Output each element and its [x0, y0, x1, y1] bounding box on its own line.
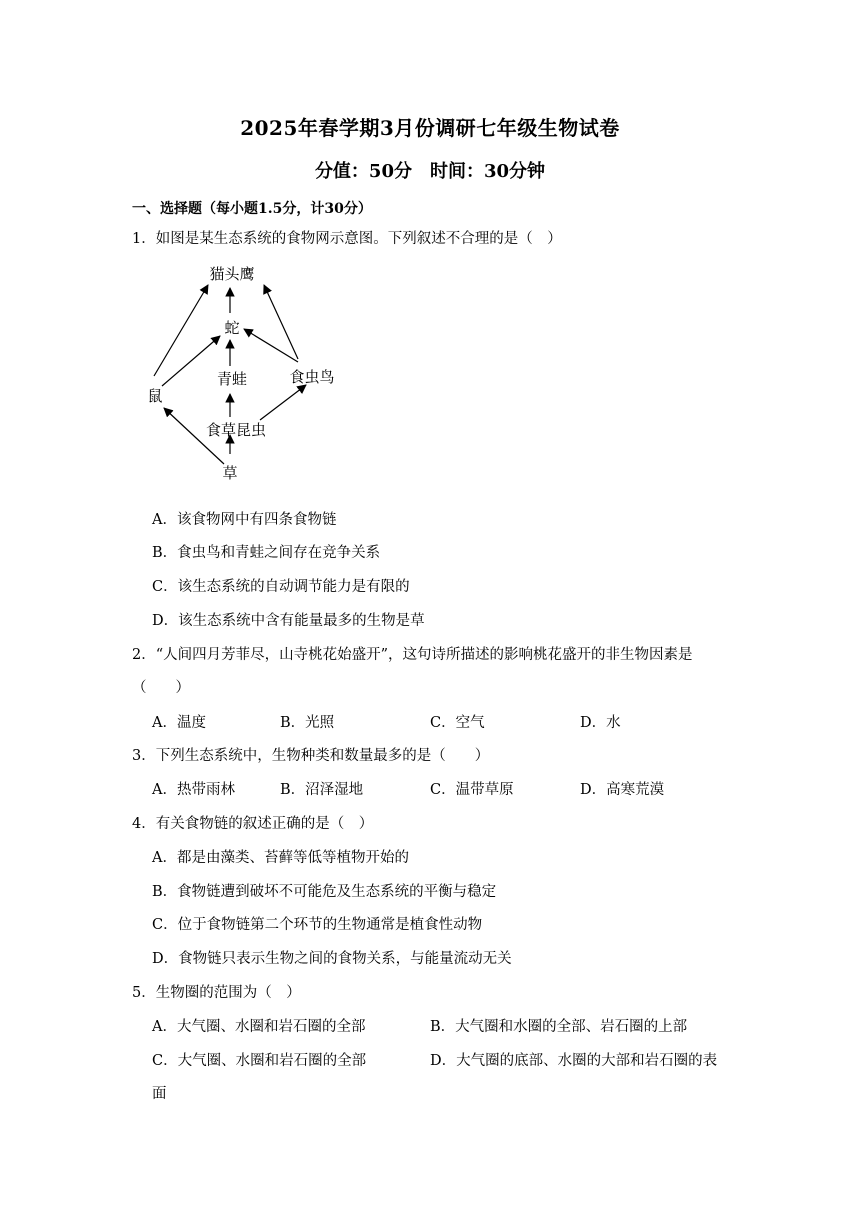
question-2-option-c: C．空气 [430, 715, 485, 731]
question-3-option-b: B．沼泽湿地 [280, 782, 364, 798]
question-5-option-c: C．大气圈、水圈和岩石圈的全部 [152, 1053, 367, 1069]
node-owl: 猫头鹰 [209, 265, 255, 283]
arrow-bird-snake [244, 329, 298, 362]
question-3-option-a: A．热带雨林 [152, 782, 235, 798]
question-1-option-c: C．该生态系统的自动调节能力是有限的 [152, 579, 410, 595]
node-grass: 草 [222, 464, 238, 482]
question-4-option-c: C．位于食物链第二个环节的生物通常是植食性动物 [152, 917, 483, 933]
question-5-option-d: D．大气圈的底部、水圈的大部和岩石圈的表 [430, 1053, 718, 1069]
question-5-stem: 5．生物圈的范围为（ ） [132, 985, 301, 1001]
food-web-diagram [140, 258, 350, 483]
exam-title: 2025年春学期3月份调研七年级生物试卷 [240, 116, 620, 140]
question-2-stem-cont: （ ） [132, 680, 190, 696]
question-3-stem: 3．下列生态系统中，生物种类和数量最多的是（ ） [132, 748, 490, 764]
question-1-stem: 1．如图是某生态系统的食物网示意图。下列叙述不合理的是（ ） [132, 231, 562, 247]
question-1-option-b: B．食虫鸟和青蛙之间存在竞争关系 [152, 545, 381, 561]
question-3-option-c: C．温带草原 [430, 782, 514, 798]
question-5-option-a: A．大气圈、水圈和岩石圈的全部 [152, 1019, 366, 1035]
arrow-mouse-snake [162, 336, 220, 386]
question-5-option-d-cont: 面 [152, 1086, 167, 1102]
section-heading: 一、选择题（每小题1.5分，计30分） [132, 201, 372, 217]
question-4-option-b: B．食物链遭到破坏不可能危及生态系统的平衡与稳定 [152, 884, 497, 900]
node-snake: 蛇 [224, 319, 240, 337]
node-insect: 食草昆虫 [205, 421, 267, 439]
node-bird: 食虫鸟 [289, 368, 335, 386]
question-3-option-d: D．高寒荒漠 [580, 782, 665, 798]
question-5-option-b: B．大气圈和水圈的全部、岩石圈的上部 [430, 1019, 688, 1035]
exam-subtitle: 分值：50分 时间：30分钟 [314, 161, 546, 182]
arrow-insect-bird [260, 385, 306, 420]
question-4-stem: 4．有关食物链的叙述正确的是（ ） [132, 816, 374, 832]
node-frog: 青蛙 [216, 370, 248, 388]
question-4-option-a: A．都是由藻类、苔藓等低等植物开始的 [152, 850, 409, 866]
arrow-mouse-owl [154, 285, 208, 376]
question-2-stem: 2．“人间四月芳菲尽，山寺桃花始盛开”，这句诗所描述的影响桃花盛开的非生物因素是 [132, 647, 693, 663]
question-2-option-d: D．水 [580, 715, 621, 731]
question-4-option-d: D．食物链只表示生物之间的食物关系，与能量流动无关 [152, 951, 512, 967]
question-1-option-d: D．该生态系统中含有能量最多的生物是草 [152, 613, 425, 629]
question-1-option-a: A．该食物网中有四条食物链 [152, 512, 337, 528]
arrow-bird-owl [264, 285, 298, 359]
question-2-option-a: A．温度 [152, 715, 206, 731]
node-mouse: 鼠 [147, 387, 163, 405]
question-2-option-b: B．光照 [280, 715, 335, 731]
